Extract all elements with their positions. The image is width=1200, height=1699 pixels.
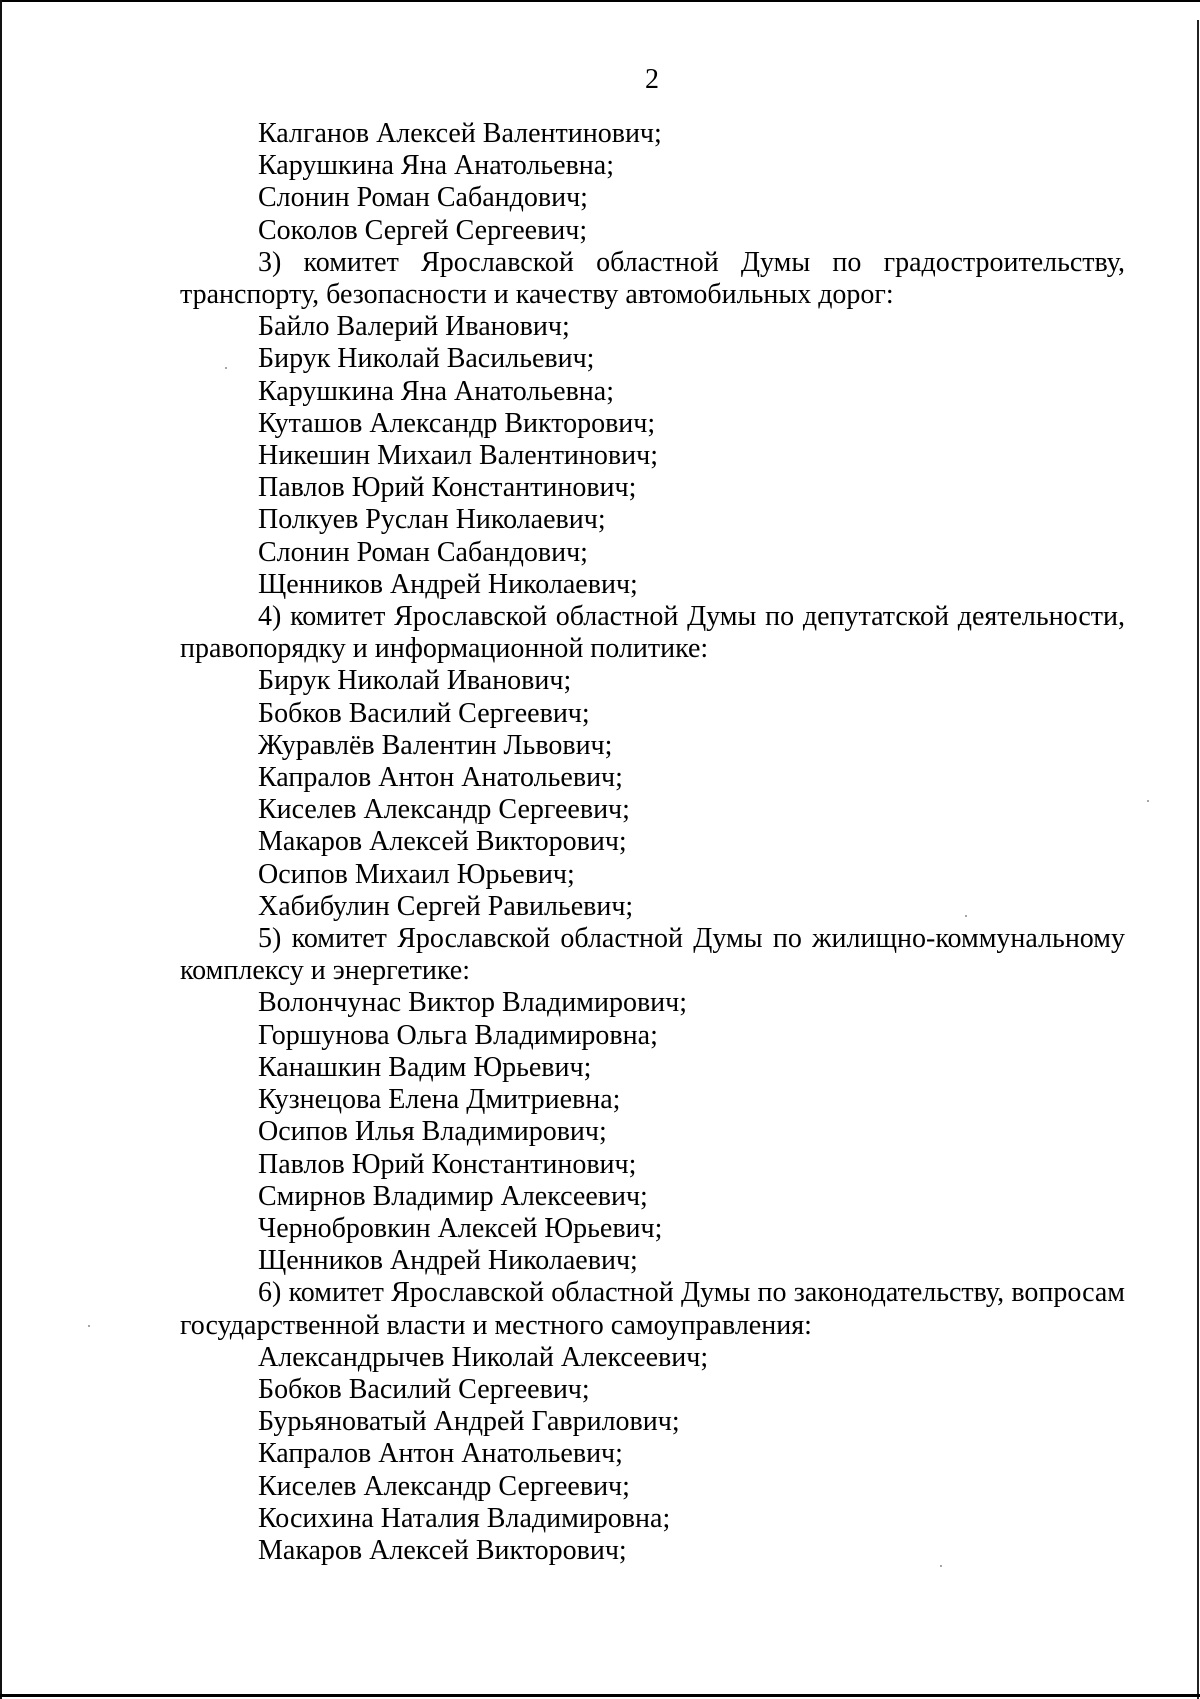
list-item: Щенников Андрей Николаевич; — [258, 1245, 638, 1277]
list-item: Куташов Александр Викторович; — [258, 407, 656, 439]
list-item: Косихина Наталия Владимировна; — [258, 1502, 671, 1534]
list-item: Волончунас Виктор Владимирович; — [258, 987, 688, 1019]
list-item: Капралов Антон Анатольевич; — [258, 762, 623, 794]
list-item: Смирнов Владимир Алексеевич; — [258, 1180, 648, 1212]
intro-name-list — [180, 118, 1125, 247]
list-item: Бобков Василий Сергеевич; — [258, 1373, 590, 1405]
committee-section — [180, 923, 1125, 1277]
list-item: Бирук Николай Васильевич; — [258, 343, 595, 375]
list-item: Киселев Александр Сергеевич; — [258, 794, 630, 826]
scan-speck — [1147, 800, 1149, 802]
scan-edge-right — [1197, 20, 1199, 1699]
list-item: Карушкина Яна Анатольевна; — [258, 150, 615, 182]
list-item: Байло Валерий Иванович; — [258, 311, 570, 343]
scan-edge-bottom — [0, 1694, 1200, 1697]
scan-edge-left — [0, 0, 2, 1699]
committee-section — [180, 247, 1125, 601]
document-body — [180, 118, 1125, 1567]
committee-section — [180, 601, 1125, 923]
scan-edge-top — [0, 0, 1200, 2]
list-item: Александрычев Николай Алексеевич; — [258, 1341, 709, 1373]
list-item: Чернобровкин Алексей Юрьевич; — [258, 1212, 663, 1244]
list-item: Бурьяноватый Андрей Гаврилович; — [258, 1406, 680, 1438]
list-item: Кузнецова Елена Дмитриевна; — [258, 1084, 621, 1116]
list-item: Горшунова Ольга Владимировна; — [258, 1019, 658, 1051]
list-item: Соколов Сергей Сергеевич; — [258, 214, 588, 246]
list-item: Киселев Александр Сергеевич; — [258, 1470, 630, 1502]
committee-heading: 4) комитет Ярославской областной Думы по депутатской деятельности, правопорядку и информационной политике: — [180, 601, 1125, 665]
list-item: Калганов Алексей Валентинович; — [258, 118, 662, 149]
list-item: Бобков Василий Сергеевич; — [258, 697, 590, 729]
scan-speck — [940, 1565, 942, 1567]
list-item: Осипов Илья Владимирович; — [258, 1116, 607, 1148]
page-number: 2 — [645, 64, 659, 95]
list-item: Полкуев Руслан Николаевич; — [258, 504, 606, 536]
list-item: Журавлёв Валентин Львович; — [258, 729, 613, 761]
list-item: Капралов Антон Анатольевич; — [258, 1438, 623, 1470]
scan-speck — [965, 915, 967, 917]
list-item: Павлов Юрий Константинович; — [258, 1148, 637, 1180]
scan-speck — [88, 1325, 90, 1327]
committee-heading: 5) комитет Ярославской областной Думы по жилищно-коммунальному комплексу и энергетике: — [180, 923, 1125, 987]
list-item: Макаров Алексей Викторович; — [258, 1534, 627, 1566]
list-item: Карушкина Яна Анатольевна; — [258, 375, 615, 407]
list-item: Павлов Юрий Константинович; — [258, 472, 637, 504]
list-item: Слонин Роман Сабандович; — [258, 182, 588, 214]
scan-speck — [225, 367, 227, 369]
list-item: Канашкин Вадим Юрьевич; — [258, 1051, 592, 1083]
list-item: Щенников Андрей Николаевич; — [258, 568, 638, 600]
list-item: Хабибулин Сергей Равильевич; — [258, 890, 634, 922]
list-item: Никешин Михаил Валентинович; — [258, 440, 658, 472]
committee-heading: 6) комитет Ярославской областной Думы по законодательству, вопросам государственной власти и местного самоуправления: — [180, 1277, 1125, 1341]
list-item: Бирук Николай Иванович; — [258, 665, 572, 697]
list-item: Слонин Роман Сабандович; — [258, 536, 588, 568]
list-item: Осипов Михаил Юрьевич; — [258, 858, 575, 890]
committee-section — [180, 1277, 1125, 1567]
committee-heading: 3) комитет Ярославской областной Думы по градостроительству, транспорту, безопасности и качеству автомобильных дорог: — [180, 246, 1125, 311]
list-item: Макаров Алексей Викторович; — [258, 826, 627, 858]
